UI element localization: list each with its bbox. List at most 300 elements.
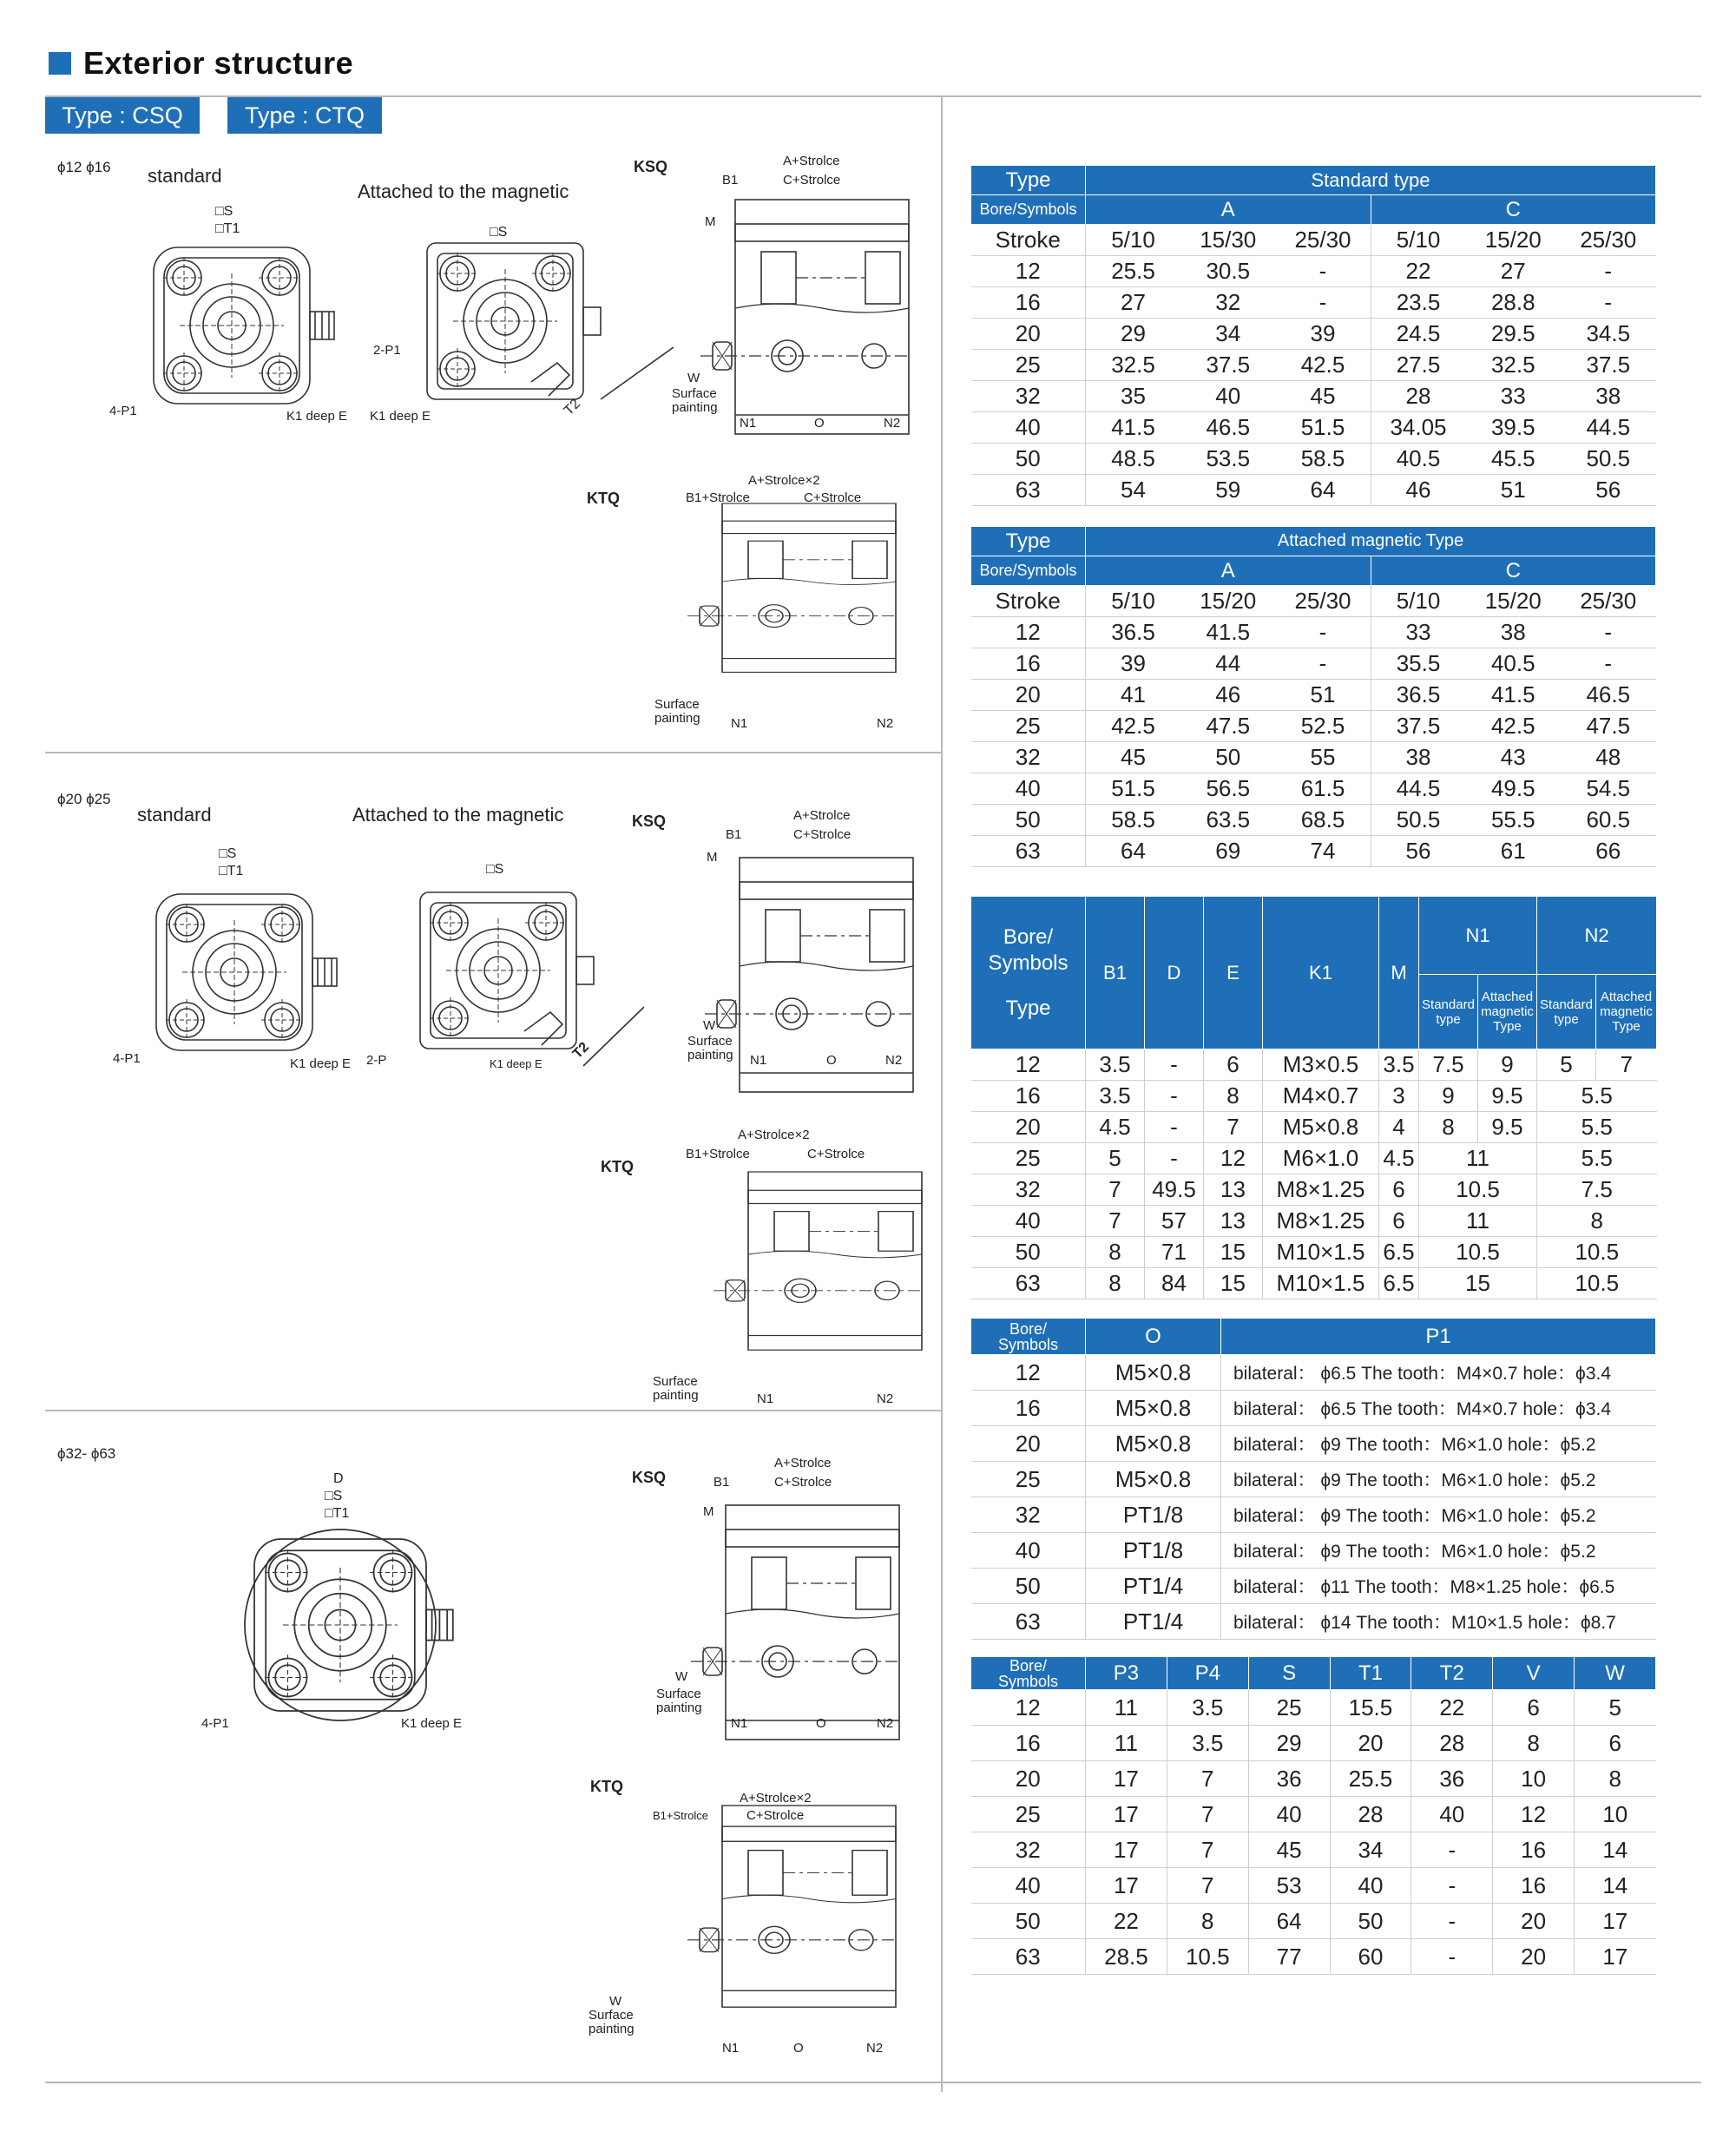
table-row: [971, 1143, 1657, 1174]
cell: 47.5: [1561, 711, 1656, 742]
n2-standard-header: [1537, 975, 1596, 1049]
cell: 6.5: [1379, 1268, 1419, 1299]
group2-t2-dim: T2: [569, 1039, 593, 1062]
cell: 10.5: [1167, 1939, 1248, 1975]
group3-ksq-a: A+Strolce: [774, 1456, 832, 1470]
cell: 39.5: [1466, 412, 1562, 444]
cell: 25: [1248, 1690, 1330, 1726]
cell: 8: [1086, 1237, 1145, 1268]
table-row: [971, 773, 1656, 805]
group1-ksq-c: C+Strolce: [783, 173, 841, 187]
cell: 12: [971, 1690, 1086, 1726]
cell: 20: [971, 319, 1086, 350]
group3-ksq-c: C+Strolce: [774, 1475, 832, 1490]
group2-magnetic-label: Attached to the magnetic: [352, 804, 564, 826]
group2-ksq-w: W: [703, 1018, 716, 1033]
cell: 37.5: [1561, 350, 1656, 381]
group2-ksq-a: A+Strolce: [793, 808, 851, 823]
group3-d-dim: D: [333, 1471, 344, 1486]
group2-ksq-n2: N2: [885, 1053, 903, 1068]
w-header: W: [1575, 1657, 1656, 1690]
group3-ktq-o: O: [793, 2041, 804, 2056]
cell: 16: [971, 1081, 1086, 1112]
group2-ktq-a: A+Strolce×2: [738, 1128, 810, 1142]
group1-mag-k1-label: K1 deep E: [370, 409, 431, 424]
cell: 8: [1086, 1268, 1145, 1299]
size-table: [970, 1656, 1656, 1975]
cell: -: [1276, 648, 1371, 680]
cell: 22: [1086, 1904, 1167, 1939]
cell: 20: [971, 1112, 1086, 1143]
group1-t2-dim: T2: [561, 396, 584, 418]
table-row: [971, 1904, 1656, 1939]
group1-ktq-c: C+Strolce: [804, 490, 862, 505]
cell: 16: [1493, 1868, 1575, 1904]
stroke-row: [971, 586, 1656, 617]
cell: 28: [1371, 381, 1466, 412]
cell: 39: [1276, 319, 1371, 350]
group3-ksq-surface: Surface: [656, 1687, 701, 1701]
cell: 7: [1167, 1761, 1248, 1797]
cell: 37.5: [1180, 350, 1276, 381]
cell: 46.5: [1180, 412, 1276, 444]
cell: -: [1145, 1143, 1204, 1174]
group1-ktq-n1: N1: [731, 716, 748, 731]
cell: 12: [1204, 1143, 1263, 1174]
group3-ktq-c: C+Strolce: [746, 1808, 805, 1823]
table-row: [971, 1237, 1657, 1268]
n1-attached-header: [1478, 975, 1537, 1049]
table-row: [971, 836, 1656, 867]
cell: -: [1411, 1832, 1493, 1868]
table-row: [971, 742, 1656, 773]
cell: 17: [1086, 1868, 1167, 1904]
cell: M4×0.7: [1263, 1081, 1379, 1112]
group1-ktq-painting: painting: [654, 711, 700, 726]
cell: 37.5: [1371, 711, 1466, 742]
group2-ktq-c: C+Strolce: [807, 1147, 865, 1161]
cell: 13: [1204, 1206, 1263, 1237]
group3-4p1-label: 4-P1: [201, 1716, 229, 1731]
cell: 7: [1086, 1206, 1145, 1237]
cell: 25: [971, 1797, 1086, 1832]
stroke-cell: 5/10: [1086, 225, 1181, 256]
cell: 20: [971, 1761, 1086, 1797]
cell: 20: [971, 1426, 1086, 1462]
group2-ktq-n2: N2: [877, 1391, 894, 1406]
standard-type-body: [971, 225, 1656, 506]
group3-s-dim: □S: [325, 1489, 343, 1503]
cell: 6: [1575, 1726, 1656, 1761]
cell: 10.5: [1537, 1237, 1657, 1268]
table-row: [971, 648, 1656, 680]
section-header: [49, 42, 353, 85]
cell: 12: [971, 256, 1086, 287]
cell: 56: [1371, 836, 1466, 867]
c-header: C: [1371, 195, 1656, 225]
e-header: E: [1204, 897, 1263, 1049]
cell: 35: [1086, 381, 1181, 412]
cell: 8: [1493, 1726, 1575, 1761]
cell: 14: [1575, 1868, 1656, 1904]
cell: 40: [1180, 381, 1276, 412]
cell: 60.5: [1561, 805, 1656, 836]
cell: 32: [971, 1174, 1086, 1206]
cell: 40: [971, 773, 1086, 805]
table-row: [971, 287, 1656, 319]
group1-s-dim: □S: [215, 204, 233, 219]
cell: 46: [1180, 680, 1276, 711]
cell: 7: [1596, 1049, 1657, 1081]
cell: 28: [1330, 1797, 1411, 1832]
group1-ksq-painting: painting: [672, 400, 718, 415]
group1-ktq-label: KTQ: [587, 490, 620, 507]
type-word: Type: [1612, 1019, 1641, 1034]
cell: 7: [1167, 1868, 1248, 1904]
table-row: [971, 1355, 1656, 1391]
port-body: [971, 1355, 1656, 1640]
group2-ksq-b1: B1: [726, 827, 742, 842]
magnetic-type-table: [970, 526, 1656, 867]
b1-header: B1: [1086, 897, 1145, 1049]
cell: 6.5: [1379, 1237, 1419, 1268]
cell: M3×0.5: [1263, 1049, 1379, 1081]
table-row: [971, 1939, 1656, 1975]
n1-header: N1: [1419, 897, 1537, 975]
symbols-label: Symbols: [997, 1335, 1059, 1353]
cell: 16: [971, 287, 1086, 319]
cell: 9.5: [1478, 1112, 1537, 1143]
table-row: [971, 350, 1656, 381]
cell: 57: [1145, 1206, 1204, 1237]
group2-ksq-o: O: [826, 1053, 837, 1068]
cell: 42.5: [1466, 711, 1562, 742]
cell: 29: [1248, 1726, 1330, 1761]
group1-k1-label: K1 deep E: [286, 409, 348, 424]
cell: 61: [1466, 836, 1562, 867]
attached-label: Attached: [1481, 990, 1534, 1004]
cell: -: [1276, 256, 1371, 287]
cell: bilateral： ϕ9 The tooth：M6×1.0 hole：ϕ5.2: [1221, 1533, 1656, 1569]
cell: 15.5: [1330, 1690, 1411, 1726]
cell: 50: [1180, 742, 1276, 773]
group1-ktq-surface: Surface: [654, 697, 700, 712]
cell: 4.5: [1086, 1112, 1145, 1143]
cell: 69: [1180, 836, 1276, 867]
cell: M5×0.8: [1086, 1426, 1221, 1462]
cell: 50: [1330, 1904, 1411, 1939]
cell: 50: [971, 444, 1086, 475]
bore-label: Bore/: [1009, 1656, 1048, 1674]
cell: 84: [1145, 1268, 1204, 1299]
cell: 49.5: [1145, 1174, 1204, 1206]
cell: 28.8: [1466, 287, 1562, 319]
bore-symbols-header: Bore/Symbols: [971, 556, 1086, 586]
page-title: Exterior structure: [83, 45, 354, 81]
cell: 38: [1466, 617, 1562, 648]
group3-standard-face: [245, 1529, 453, 1720]
cell: 13: [1204, 1174, 1263, 1206]
table-row: [971, 412, 1656, 444]
table-row: [971, 1690, 1656, 1726]
stroke-label: Stroke: [971, 586, 1086, 617]
port-table: [970, 1318, 1656, 1640]
group1-ksq-o: O: [814, 416, 825, 431]
group2-ksq-surface: Surface: [687, 1034, 733, 1049]
group1-drawings: [57, 154, 909, 731]
symbols-label: Symbols: [988, 951, 1069, 975]
cell: 74: [1276, 836, 1371, 867]
cell: 14: [1575, 1832, 1656, 1868]
group2-4p1-label: 4-P1: [113, 1051, 141, 1066]
bore-label: Bore/: [1009, 1319, 1048, 1338]
group3-ktq-surface: Surface: [589, 2008, 634, 2023]
group2-2p-label: 2-P: [366, 1053, 387, 1068]
cell: -: [1411, 1904, 1493, 1939]
cell: 53.5: [1180, 444, 1276, 475]
group3-bore-label: ϕ32- ϕ63: [57, 1445, 116, 1462]
group3-ksq-side: [691, 1505, 899, 1740]
dimension-body: [971, 1049, 1657, 1299]
group2-ksq-n1: N1: [750, 1053, 767, 1068]
cell: 15: [1204, 1237, 1263, 1268]
cell: 28.5: [1086, 1939, 1167, 1975]
stroke-cell: 15/30: [1180, 225, 1276, 256]
cell: 34.05: [1371, 412, 1466, 444]
table-row: [971, 1391, 1656, 1426]
cell: 41.5: [1466, 680, 1562, 711]
cell: 6: [1493, 1690, 1575, 1726]
cell: -: [1145, 1112, 1204, 1143]
cell: 6: [1379, 1174, 1419, 1206]
group3-ktq-n1: N1: [722, 2041, 740, 2056]
cell: M5×0.8: [1086, 1391, 1221, 1426]
group3-ksq-w: W: [675, 1669, 688, 1684]
cell: 32: [971, 1832, 1086, 1868]
cell: 11: [1086, 1726, 1167, 1761]
cell: 22: [1371, 256, 1466, 287]
cell: 44.5: [1371, 773, 1466, 805]
group2-drawings: [57, 791, 922, 1406]
cell: -: [1561, 617, 1656, 648]
cell: 54.5: [1561, 773, 1656, 805]
cell: 38: [1371, 742, 1466, 773]
group3-t1-dim: □T1: [325, 1506, 350, 1521]
cell: 46: [1371, 475, 1466, 506]
cell: -: [1411, 1868, 1493, 1904]
cell: M8×1.25: [1263, 1174, 1379, 1206]
technical-drawings: [45, 139, 943, 2092]
cell: M5×0.8: [1086, 1462, 1221, 1497]
cell: M10×1.5: [1263, 1237, 1379, 1268]
cell: 12: [971, 1049, 1086, 1081]
group1-t1-dim: □T1: [215, 221, 240, 236]
table-row: [971, 1868, 1656, 1904]
group1-ksq-n1: N1: [740, 416, 757, 431]
cell: 17: [1086, 1761, 1167, 1797]
cell: 50: [971, 1904, 1086, 1939]
cell: 63.5: [1180, 805, 1276, 836]
cell: 16: [971, 648, 1086, 680]
group1-ktq-a: A+Strolce×2: [748, 473, 820, 488]
cell: 63: [971, 1939, 1086, 1975]
table-row: [971, 1268, 1657, 1299]
cell: 12: [971, 617, 1086, 648]
cell: 3.5: [1167, 1690, 1248, 1726]
group3-ksq-painting: painting: [656, 1701, 702, 1715]
cell: 6: [1204, 1049, 1263, 1081]
t2-header: T2: [1411, 1657, 1493, 1690]
cell: 50: [971, 1569, 1086, 1604]
cell: 16: [971, 1726, 1086, 1761]
group1-4p1-label: 4-P1: [109, 404, 137, 418]
cell: 51.5: [1086, 773, 1181, 805]
cell: 16: [971, 1391, 1086, 1426]
cell: 45: [1276, 381, 1371, 412]
n2-attached-header: [1596, 975, 1657, 1049]
cell: 32: [971, 1497, 1086, 1533]
cell: 7.5: [1537, 1174, 1657, 1206]
table-row: [971, 1081, 1657, 1112]
m-header: M: [1379, 897, 1419, 1049]
cell: 28: [1411, 1726, 1493, 1761]
group1-ktq-side: [687, 503, 896, 672]
group1-ksq-b1: B1: [722, 173, 739, 187]
group1-mag-s-dim: □S: [490, 225, 508, 240]
cell: bilateral： ϕ9 The tooth：M6×1.0 hole：ϕ5.2: [1221, 1462, 1656, 1497]
cell: M10×1.5: [1263, 1268, 1379, 1299]
table-row: [971, 1462, 1656, 1497]
group3-ktq-b1: B1+Strolce: [653, 1809, 708, 1822]
table-row: [971, 1112, 1657, 1143]
stroke-cell: 15/20: [1180, 586, 1276, 617]
cell: 41.5: [1180, 617, 1276, 648]
cell: M6×1.0: [1263, 1143, 1379, 1174]
cell: 51: [1276, 680, 1371, 711]
cell: 10: [1575, 1797, 1656, 1832]
cell: 27: [1086, 287, 1181, 319]
cell: 25.5: [1330, 1761, 1411, 1797]
cell: 41.5: [1086, 412, 1181, 444]
group-header: Attached magnetic Type: [1086, 527, 1656, 556]
cell: 33: [1371, 617, 1466, 648]
cell: 5.5: [1537, 1081, 1657, 1112]
cell: 27: [1466, 256, 1562, 287]
group3-ktq-n2: N2: [866, 2041, 884, 2056]
cell: 54: [1086, 475, 1181, 506]
group1-standard-label: standard: [148, 165, 222, 187]
group1-ksq-a: A+Strolce: [783, 154, 840, 168]
cell: bilateral： ϕ6.5 The tooth：M4×0.7 hole：ϕ3.4: [1221, 1355, 1656, 1391]
magnetic-type-body: [971, 586, 1656, 867]
cell: 64: [1248, 1904, 1330, 1939]
cell: bilateral： ϕ6.5 The tooth：M4×0.7 hole：ϕ3.4: [1221, 1391, 1656, 1426]
tab-type-ctq[interactable]: Type : CTQ: [227, 97, 382, 134]
cell: 39: [1086, 648, 1181, 680]
cell: 8: [1575, 1761, 1656, 1797]
cell: 11: [1086, 1690, 1167, 1726]
group3-ksq-o: O: [816, 1716, 826, 1731]
cell: 58.5: [1086, 805, 1181, 836]
group2-magnetic-face: [420, 892, 594, 1049]
cell: 7: [1204, 1112, 1263, 1143]
bore-symbols-header: [971, 1657, 1086, 1690]
cell: -: [1276, 287, 1371, 319]
group1-ktq-b1: B1+Strolce: [686, 490, 750, 505]
cell: 8: [1167, 1904, 1248, 1939]
cell: bilateral： ϕ14 The tooth：M10×1.5 hole：ϕ8.7: [1221, 1604, 1656, 1640]
cell: 12: [1493, 1797, 1575, 1832]
cell: 4: [1379, 1112, 1419, 1143]
cell: bilateral： ϕ9 The tooth：M6×1.0 hole：ϕ5.2: [1221, 1426, 1656, 1462]
tab-type-csq[interactable]: Type : CSQ: [45, 97, 200, 134]
cell: M5×0.8: [1263, 1112, 1379, 1143]
group2-ksq-c: C+Strolce: [793, 827, 852, 842]
group2-ksq-side: [705, 858, 913, 1092]
cell: 16: [1493, 1832, 1575, 1868]
group2-ktq-b1: B1+Strolce: [686, 1147, 750, 1161]
cell: 8: [1537, 1206, 1657, 1237]
cell: 3.5: [1379, 1049, 1419, 1081]
cell: 7: [1167, 1832, 1248, 1868]
cell: 7.5: [1419, 1049, 1478, 1081]
cell: 66: [1561, 836, 1656, 867]
stroke-cell: 25/30: [1561, 225, 1656, 256]
cell: 5.5: [1537, 1112, 1657, 1143]
group1-ktq-n2: N2: [877, 716, 894, 731]
cell: 63: [971, 1268, 1086, 1299]
cell: 36.5: [1371, 680, 1466, 711]
type-word: Type: [1493, 1019, 1522, 1034]
cell: 40: [1411, 1797, 1493, 1832]
table-row: [971, 1533, 1656, 1569]
group3-ktq-label: KTQ: [590, 1778, 623, 1795]
cell: 50: [971, 805, 1086, 836]
cell: 40: [971, 412, 1086, 444]
cell: 43: [1466, 742, 1562, 773]
group2-ktq-painting: painting: [653, 1388, 699, 1403]
cell: 15: [1204, 1268, 1263, 1299]
cell: 41: [1086, 680, 1181, 711]
cell: 50: [971, 1237, 1086, 1268]
cell: 17: [1575, 1939, 1656, 1975]
cell: 47.5: [1180, 711, 1276, 742]
cell: -: [1561, 648, 1656, 680]
cell: 15: [1419, 1268, 1537, 1299]
cell: 3.5: [1086, 1049, 1145, 1081]
cell: 34.5: [1561, 319, 1656, 350]
cell: 38: [1561, 381, 1656, 412]
cell: 59: [1180, 475, 1276, 506]
bore-symbols-header: Bore/Symbols: [971, 195, 1086, 225]
group2-ktq-surface: Surface: [653, 1374, 698, 1389]
cell: 35.5: [1371, 648, 1466, 680]
group3-ktq-painting: painting: [589, 2022, 635, 2036]
group2-standard-face: [156, 894, 337, 1050]
d-header: D: [1145, 897, 1204, 1049]
p1-header: P1: [1221, 1319, 1656, 1355]
cell: 8: [1204, 1081, 1263, 1112]
group2-ktq-side: [713, 1172, 922, 1350]
cell: 40: [1330, 1868, 1411, 1904]
standard-type-table: [970, 165, 1656, 506]
cell: 49.5: [1466, 773, 1562, 805]
cell: 56.5: [1180, 773, 1276, 805]
type-header: Type: [971, 527, 1086, 556]
table-row: [971, 1832, 1656, 1868]
cell: 40.5: [1466, 648, 1562, 680]
cell: 42.5: [1276, 350, 1371, 381]
